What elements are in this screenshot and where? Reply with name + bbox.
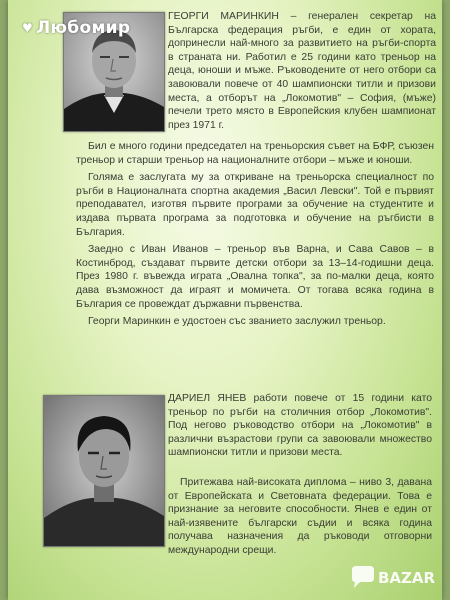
marinkin-name: ГЕОРГИ МАРИНКИН <box>168 11 279 22</box>
watermark <box>22 18 130 38</box>
marinkin-paragraph-2: Бил е много години председател на треньорския съвет на БФР, съюзен треньор и старши треньор на националните отбори – мъже и юноши. <box>76 141 434 166</box>
portrait-photo-yanev <box>43 395 165 547</box>
marinkin-paragraph-4: Заедно с Иван Иванов – треньор във Варна, и Сава Савов – в Костинброд, създават първите детски отбори за 13–14-годишни деца. През 1980 г. въвежда играта „Овална топка", за по-малки деца, която дава възможност да играят и момичета. От тогава всяка година в България се провеждат държавни първенства. <box>76 244 434 310</box>
bazar-logo-mark <box>348 564 436 592</box>
marinkin-paragraph-5: Георги Маринкин е удостоен със званието заслужил треньор. <box>88 316 386 328</box>
yanev-name: ДАРИЕЛ ЯНЕВ <box>168 393 247 404</box>
svg-text:BAZAR: BAZAR <box>378 569 436 587</box>
marinkin-bio: – генерален секретар на Българска федерация ръгби, е един от хората, допринесли най-много за развитието на ръгби-спорта в страната ни. Работил е 25 години като треньор на деца, юноши и мъже. Ръководените от него отбори са завоювали повече от 40 шампионски титли и призови места, а отборът на „Локомотив" – София, (мъже) печели трето място в Европейския клубен шампионат през 1971 г. <box>168 11 436 131</box>
marinkin-intro <box>168 10 436 132</box>
bazar-logo <box>348 564 436 592</box>
marinkin-paragraph-3: Голяма е заслугата му за откриване на треньорска специалност по ръгби в Националната спортна академия „Васил Левски". Той е първият преподавател, изготвя първите програми за обучение на студентите и издава първата програма за подготовка и обучение на ръгбисти в България. <box>76 172 434 238</box>
yanev-bio: работи повече от 15 години като треньор по ръгби на столичния отбор „Локомотив". Под негово ръководство отбори на „Локомотив" в различни възрастови групи са завоювали множество шампионски титли и призови места. <box>168 393 432 459</box>
yanev-paragraph-2: Притежава най-високата диплома – ниво 3, давана от Европейската и Световната федерации. Това е признание за неговите способности. Янев е един от най-изявените български съдии и всяка година получава назначения да ръководи отговорни международни срещи. <box>168 477 432 556</box>
yanev-intro <box>168 392 432 460</box>
yanev-details <box>168 476 432 562</box>
portrait-yanev-image <box>44 396 164 546</box>
book-page <box>8 0 442 600</box>
watermark-text: Любомир <box>36 18 131 38</box>
marinkin-details <box>76 140 434 333</box>
heart-icon: ♥ <box>22 21 34 35</box>
